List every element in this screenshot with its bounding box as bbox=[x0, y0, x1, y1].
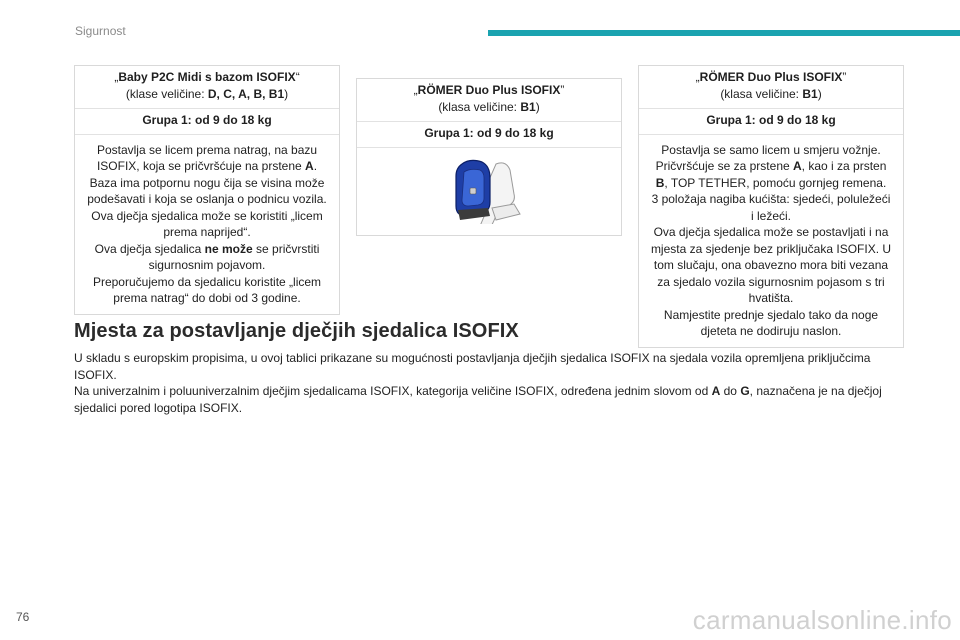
desc-bold: A bbox=[305, 159, 314, 173]
seat-image-row bbox=[357, 148, 621, 235]
intro-text: do bbox=[720, 384, 741, 398]
class-value: B1 bbox=[802, 86, 818, 101]
seat-group: Grupa 1: od 9 do 18 kg bbox=[639, 109, 903, 135]
desc-paragraph bbox=[649, 158, 893, 191]
seat-card-header bbox=[639, 66, 903, 109]
child-seat-buckle bbox=[470, 188, 476, 194]
seat-description bbox=[75, 135, 339, 314]
section-title: Mjesta za postavljanje dječjih sjedalica ISOFIX bbox=[74, 320, 519, 342]
intro-bold: G bbox=[740, 384, 750, 398]
seat-group: Grupa 1: od 9 do 18 kg bbox=[357, 122, 621, 148]
desc-paragraph bbox=[85, 142, 329, 208]
desc-text: , kao i za prsten bbox=[801, 159, 887, 173]
seat-card-baby-p2c bbox=[74, 65, 340, 315]
class-prefix: (klasa veličine: bbox=[720, 86, 803, 101]
close-quote: ” bbox=[842, 70, 847, 84]
section-label: Sigurnost bbox=[75, 24, 126, 38]
class-value: D, C, A, B, B1 bbox=[207, 86, 285, 101]
class-suffix: ) bbox=[284, 86, 289, 101]
class-suffix: ) bbox=[817, 86, 822, 101]
seat-class-line bbox=[89, 86, 325, 103]
intro-paragraph: U skladu s europskim propisima, u ovoj tablici prikazane su mogućnosti postavljanja dječjih sjedalica ISOFIX na sjedala vozila opremljena priključcima ISOFIX. bbox=[74, 351, 871, 382]
seat-name: RÖMER Duo Plus ISOFIX bbox=[699, 70, 843, 84]
seat-name-line bbox=[89, 69, 325, 86]
seat-class-line bbox=[371, 99, 607, 116]
seat-card-romer-text bbox=[638, 65, 904, 348]
open-quote: „ bbox=[695, 70, 700, 84]
close-quote: “ bbox=[295, 70, 300, 84]
desc-text: se pričvrstiti sigurnosnim pojavom. bbox=[148, 241, 320, 272]
seat-class-line bbox=[653, 86, 889, 103]
desc-bold: B bbox=[655, 175, 665, 190]
intro-text: , naznačena je na dječjoj sjedalici pored logotipa ISOFIX. bbox=[74, 384, 882, 415]
open-quote: „ bbox=[413, 83, 418, 97]
open-quote: „ bbox=[114, 70, 119, 84]
desc-text: . Baza ima potpornu nogu čija se visina može podešavati i koja se oslanja o podnicu vozila. bbox=[87, 159, 327, 206]
desc-text: Postavlja se licem prema natrag, na bazu ISOFIX, koja se pričvršćuje na prstene bbox=[96, 142, 318, 173]
desc-paragraph: Ova dječja sjedalica može se koristiti „licem prema naprijed“. bbox=[91, 208, 323, 239]
seat-card-header bbox=[357, 79, 621, 122]
child-seat-cushion bbox=[462, 169, 484, 206]
class-prefix: (klasa veličine: bbox=[438, 99, 521, 114]
desc-text: Ova dječja sjedalica bbox=[94, 241, 205, 256]
desc-paragraph bbox=[85, 241, 329, 274]
desc-paragraph: Preporučujemo da sjedalicu koristite „licem prema natrag“ do dobi od 3 godine. bbox=[92, 274, 322, 305]
desc-paragraph: Ova dječja sjedalica može se postavljati i na mjesta za sjedenje bez priključaka ISOFIX. U tom slučaju, ona obavezno mora biti vezana za sjedalo vozila sigurnosnim pojasom s tri hvatišta. bbox=[650, 225, 892, 305]
class-value: B1 bbox=[520, 99, 536, 114]
seat-name-line bbox=[653, 69, 889, 86]
page-number: 76 bbox=[16, 610, 30, 624]
seat-card-romer-image bbox=[356, 78, 622, 236]
seat-name-line bbox=[371, 82, 607, 99]
section-intro bbox=[74, 350, 904, 416]
intro-text: Na univerzalnim i poluuniverzalnim dječjim sjedalicama ISOFIX, kategorija veličine ISOFIX, određena jednim slovom od bbox=[74, 384, 712, 398]
desc-text: , TOP TETHER, pomoću gornjeg remena. bbox=[664, 175, 887, 190]
desc-bold: A bbox=[793, 159, 802, 173]
seat-group: Grupa 1: od 9 do 18 kg bbox=[75, 109, 339, 135]
desc-bold: ne može bbox=[204, 241, 253, 256]
desc-paragraph: 3 položaja nagiba kućišta: sjedeći, poluležeći i ležeći. bbox=[651, 192, 891, 223]
desc-text: Pričvršćuje se za prstene bbox=[655, 159, 793, 173]
class-prefix: (klase veličine: bbox=[125, 86, 208, 101]
child-seat-icon bbox=[452, 158, 526, 224]
header-accent-bar bbox=[488, 30, 960, 36]
watermark: carmanualsonline.info bbox=[692, 605, 952, 635]
seat-name: Baby P2C Midi s bazom ISOFIX bbox=[118, 70, 296, 84]
class-suffix: ) bbox=[535, 99, 540, 114]
seat-name: RÖMER Duo Plus ISOFIX bbox=[417, 83, 561, 97]
seat-description bbox=[639, 135, 903, 347]
intro-paragraph bbox=[74, 383, 904, 416]
intro-bold: A bbox=[711, 384, 721, 398]
close-quote: ” bbox=[560, 83, 565, 97]
desc-paragraph: Namjestite prednje sjedalo tako da noge djeteta ne dodiruju naslon. bbox=[663, 307, 879, 338]
seat-card-header bbox=[75, 66, 339, 109]
desc-paragraph: Postavlja se samo licem u smjeru vožnje. bbox=[661, 142, 881, 157]
